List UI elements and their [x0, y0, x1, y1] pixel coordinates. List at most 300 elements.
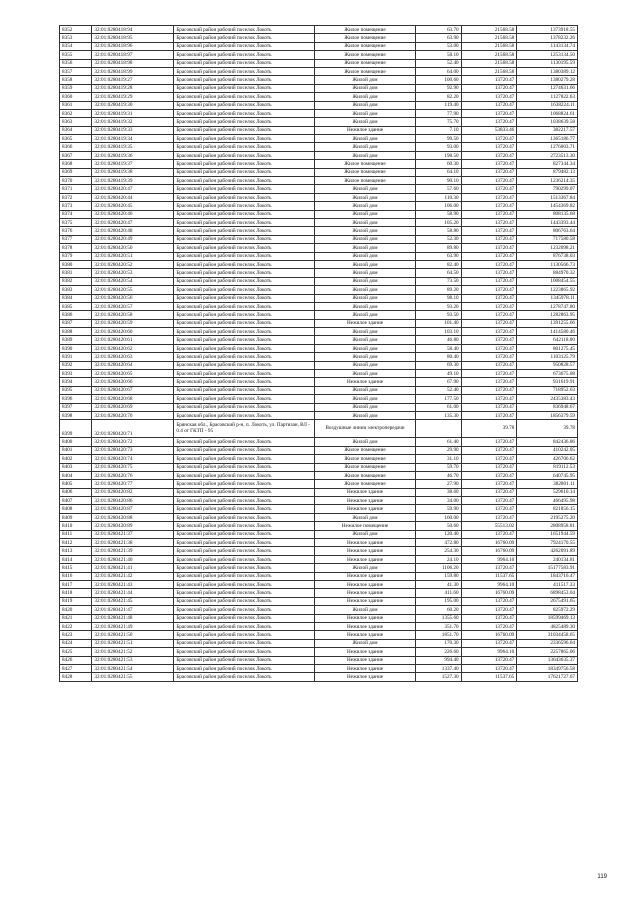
cadastral-value-cell: 1378232.26	[517, 34, 578, 42]
area-cell: 170.30	[416, 639, 462, 647]
table-row	[60, 84, 578, 92]
cadastral-value-cell: 806763.64	[517, 227, 578, 235]
cadastral-number-cell: 32:01:0280421:45	[92, 597, 174, 605]
row-number-cell: 8409	[60, 513, 92, 521]
object-type-cell: Жилое помещение	[314, 446, 415, 454]
table-row	[60, 411, 578, 419]
table-row	[60, 378, 578, 386]
area-cell: 226.60	[416, 648, 462, 656]
cadastral-number-cell: 32:01:0280420:70	[92, 411, 174, 419]
cadastral-value-cell: 790299.07	[517, 185, 578, 193]
row-number-cell: 8407	[60, 497, 92, 505]
area-cell: 177.50	[416, 395, 462, 403]
address-cell: Брасовский район рабочий поселок Локоть	[174, 101, 315, 109]
row-number-cell: 8374	[60, 210, 92, 218]
cadastral-number-cell: 32:01:0280420:53	[92, 269, 174, 277]
object-type-cell: Нежилое помещение	[314, 522, 415, 530]
table-row	[60, 227, 578, 235]
object-type-cell: Жилой дом	[314, 269, 415, 277]
specific-value-cell: 13720.47	[461, 277, 517, 285]
address-cell: Брасовский район рабочий поселок Локоть	[174, 135, 315, 143]
specific-value-cell: 13720.47	[461, 664, 517, 672]
row-number-cell: 8370	[60, 177, 92, 185]
address-cell: Брасовский район рабочий поселок Локоть	[174, 177, 315, 185]
object-type-cell: Жилой дом	[314, 185, 415, 193]
object-type-cell: Нежилое здание	[314, 572, 415, 580]
row-number-cell: 8375	[60, 218, 92, 226]
cadastral-number-cell: 32:01:0280420:71	[92, 420, 174, 438]
row-number-cell: 8398	[60, 411, 92, 419]
table-row	[60, 294, 578, 302]
object-type-cell: Жилой дом	[314, 193, 415, 201]
specific-value-cell: 13720.47	[461, 311, 517, 319]
cadastral-value-cell: 1253134.50	[517, 51, 578, 59]
table-row	[60, 202, 578, 210]
table-row	[60, 656, 578, 664]
table-row	[60, 109, 578, 117]
cadastral-number-cell: 32:01:0280420:59	[92, 319, 174, 327]
row-number-cell: 8390	[60, 344, 92, 352]
address-cell: Брасовский район рабочий поселок Локоть	[174, 319, 315, 327]
object-type-cell: Нежилое здание	[314, 648, 415, 656]
specific-value-cell: 13720.47	[461, 202, 517, 210]
row-number-cell: 8367	[60, 151, 92, 159]
cadastral-number-cell: 32:01:0280421:42	[92, 572, 174, 580]
specific-value-cell: 9964.10	[461, 581, 517, 589]
row-number-cell: 8392	[60, 361, 92, 369]
cadastral-value-cell: 825972.29	[517, 606, 578, 614]
address-cell: Брасовский район рабочий поселок Локоть	[174, 252, 315, 260]
object-type-cell: Жилой дом	[314, 411, 415, 419]
address-cell: Брасовский район рабочий поселок Локоть	[174, 411, 315, 419]
table-row	[60, 455, 578, 463]
cadastral-number-cell: 32:01:0280420:76	[92, 471, 174, 479]
area-cell: 105.20	[416, 218, 462, 226]
cadastral-value-cell: 1274631.66	[517, 84, 578, 92]
address-cell: Брасовский район рабочий поселок Локоть	[174, 160, 315, 168]
specific-value-cell: 13720.47	[461, 168, 517, 176]
table-row	[60, 101, 578, 109]
object-type-cell: Жилой дом	[314, 606, 415, 614]
cadastral-value-cell: 1223865.92	[517, 286, 578, 294]
address-cell: Брасовский район рабочий поселок Локоть	[174, 277, 315, 285]
cadastral-value-cell: 1127822.63	[517, 93, 578, 101]
object-type-cell: Жилой дом	[314, 344, 415, 352]
table-row	[60, 606, 578, 614]
object-type-cell: Жилое помещение	[314, 463, 415, 471]
object-type-cell: Нежилое здание	[314, 497, 415, 505]
address-cell: Брасовский район рабочий поселок Локоть	[174, 328, 315, 336]
area-cell: 93.20	[416, 302, 462, 310]
row-number-cell: 8426	[60, 656, 92, 664]
row-number-cell: 8417	[60, 581, 92, 589]
area-cell: 195.00	[416, 597, 462, 605]
row-number-cell: 8378	[60, 244, 92, 252]
cadastral-value-cell: 1232098.21	[517, 244, 578, 252]
specific-value-cell: 9964.10	[461, 555, 517, 563]
object-type-cell: Жилой дом	[314, 311, 415, 319]
row-number-cell: 8356	[60, 59, 92, 67]
specific-value-cell: 13720.47	[461, 505, 517, 513]
address-cell: Брасовский район рабочий поселок Локоть	[174, 185, 315, 193]
cadastral-value-cell: 718952.63	[517, 386, 578, 394]
table-row	[60, 480, 578, 488]
cadastral-value-cell: 1380279.28	[517, 76, 578, 84]
table-row	[60, 386, 578, 394]
area-cell: 93.50	[416, 311, 462, 319]
area-cell: 60.30	[416, 160, 462, 168]
address-cell: Брасовский район рабочий поселок Локоть	[174, 76, 315, 84]
cadastral-number-cell: 32:01:0280421:52	[92, 648, 174, 656]
cadastral-value-cell: 1008454.55	[517, 277, 578, 285]
area-cell: 135.30	[416, 411, 462, 419]
specific-value-cell: 13720.47	[461, 597, 517, 605]
cadastral-number-cell: 32:01:0280421:41	[92, 564, 174, 572]
cadastral-number-cell: 32:01:0280420:73	[92, 446, 174, 454]
specific-value-cell: 13720.47	[461, 109, 517, 117]
cadastral-value-cell: 2195275.20	[517, 513, 578, 521]
cadastral-number-cell: 32:01:0280420:54	[92, 277, 174, 285]
cadastral-value-cell: 1638224.11	[517, 101, 578, 109]
area-cell: 100.60	[416, 76, 462, 84]
object-type-cell: Жилой дом	[314, 328, 415, 336]
address-cell: Брасовский район рабочий поселок Локоть	[174, 395, 315, 403]
object-type-cell: Жилой дом	[314, 438, 415, 446]
address-cell: Брасовский район рабочий поселок Локоть	[174, 597, 315, 605]
table-row	[60, 143, 578, 151]
address-cell: Брасовский район рабочий поселок Локоть	[174, 488, 315, 496]
cadastral-number-cell: 32:01:0280419:37	[92, 160, 174, 168]
area-cell: 101.40	[416, 319, 462, 327]
object-type-cell: Жилое помещение	[314, 455, 415, 463]
cadastral-number-cell: 32:01:0280420:44	[92, 193, 174, 201]
cadastral-value-cell: 836948.67	[517, 403, 578, 411]
specific-value-cell: 21568.58	[461, 59, 517, 67]
address-cell: Брасовский район рабочий поселок Локоть	[174, 564, 315, 572]
specific-value-cell: 13720.47	[461, 344, 517, 352]
row-number-cell: 8393	[60, 370, 92, 378]
object-type-cell: Жилой дом	[314, 118, 415, 126]
table-body	[60, 26, 578, 682]
row-number-cell: 8418	[60, 589, 92, 597]
object-type-cell: Нежилое здание	[314, 664, 415, 672]
table-row	[60, 648, 578, 656]
row-number-cell: 8388	[60, 328, 92, 336]
object-type-cell: Жилой дом	[314, 260, 415, 268]
object-type-cell: Жилой дом	[314, 294, 415, 302]
cadastral-number-cell: 32:01:0280420:88	[92, 513, 174, 521]
table-row	[60, 193, 578, 201]
object-type-cell: Жилой дом	[314, 513, 415, 521]
area-cell: 27.90	[416, 480, 462, 488]
object-type-cell: Жилое помещение	[314, 177, 415, 185]
address-cell: Брасовский район рабочий поселок Локоть	[174, 26, 315, 34]
cadastral-value-cell: 673675.08	[517, 370, 578, 378]
area-cell: 98.10	[416, 294, 462, 302]
object-type-cell: Жилой дом	[314, 143, 415, 151]
cadastral-number-cell: 32:01:0280418:97	[92, 51, 174, 59]
specific-value-cell: 13720.47	[461, 143, 517, 151]
specific-value-cell: 13720.47	[461, 210, 517, 218]
address-cell: Брасовский район рабочий поселок Локоть	[174, 446, 315, 454]
address-cell: Брасовский район рабочий поселок Локоть	[174, 673, 315, 681]
address-cell: Брасовский район рабочий поселок Локоть	[174, 648, 315, 656]
cadastral-value-cell: 529610.14	[517, 488, 578, 496]
specific-value-cell: 13720.47	[461, 403, 517, 411]
table-row	[60, 151, 578, 159]
address-cell: Брасовский район рабочий поселок Локоть	[174, 589, 315, 597]
area-cell: 69.30	[416, 361, 462, 369]
specific-value-cell: 13720.47	[461, 160, 517, 168]
row-number-cell: 8372	[60, 193, 92, 201]
table-row	[60, 286, 578, 294]
cadastral-value-cell: 1345978.11	[517, 294, 578, 302]
cadastral-number-cell: 32:01:0280419:35	[92, 143, 174, 151]
cadastral-number-cell: 32:01:0280420:87	[92, 505, 174, 513]
row-number-cell: 8362	[60, 109, 92, 117]
cadastral-number-cell: 32:01:0280421:51	[92, 639, 174, 647]
address-cell: Брасовский район рабочий поселок Локоть	[174, 639, 315, 647]
cadastral-value-cell: 1856379.59	[517, 411, 578, 419]
row-number-cell: 8369	[60, 168, 92, 176]
area-cell: 64.50	[416, 269, 462, 277]
specific-value-cell: 13720.47	[461, 488, 517, 496]
table-row	[60, 639, 578, 647]
object-type-cell: Нежилое здание	[314, 488, 415, 496]
specific-value-cell: 21568.58	[461, 26, 517, 34]
specific-value-cell: 16760.09	[461, 547, 517, 555]
row-number-cell: 8421	[60, 614, 92, 622]
object-type-cell: Жилой дом	[314, 302, 415, 310]
cadastral-value-cell: 2435383.43	[517, 395, 578, 403]
cadastral-value-cell: 411517.33	[517, 581, 578, 589]
row-number-cell: 8391	[60, 353, 92, 361]
specific-value-cell: 13720.47	[461, 185, 517, 193]
cadastral-value-cell: 1130195.59	[517, 59, 578, 67]
cadastral-value-cell: 842436.86	[517, 438, 578, 446]
table-row	[60, 260, 578, 268]
table-row	[60, 488, 578, 496]
cadastral-number-cell: 32:01:0280420:48	[92, 227, 174, 235]
table-row	[60, 93, 578, 101]
cadastral-number-cell: 32:01:0280421:47	[92, 606, 174, 614]
specific-value-cell: 13720.47	[461, 260, 517, 268]
specific-value-cell: 13720.47	[461, 513, 517, 521]
cadastral-value-cell: 466495.98	[517, 497, 578, 505]
table-row	[60, 269, 578, 277]
cadastral-value-cell: 2723513.30	[517, 151, 578, 159]
address-cell: Брасовский район рабочий поселок Локоть	[174, 497, 315, 505]
cadastral-value-cell: 31034458.65	[517, 631, 578, 639]
table-row	[60, 59, 578, 67]
row-number-cell: 8423	[60, 631, 92, 639]
cadastral-number-cell: 32:01:0280419:38	[92, 168, 174, 176]
address-cell: Брасовский район рабочий поселок Локоть	[174, 378, 315, 386]
area-cell: 64.00	[416, 67, 462, 75]
cadastral-value-cell: 1513367.84	[517, 193, 578, 201]
row-number-cell: 8412	[60, 539, 92, 547]
area-cell: 198.50	[416, 151, 462, 159]
specific-value-cell: 13720.47	[461, 286, 517, 294]
table-row	[60, 547, 578, 555]
area-cell: 34.00	[416, 497, 462, 505]
specific-value-cell: 13720.47	[461, 319, 517, 327]
row-number-cell: 8357	[60, 67, 92, 75]
area-cell: 7.10	[416, 126, 462, 134]
address-cell: Брасовский район рабочий поселок Локоть	[174, 143, 315, 151]
table-row	[60, 614, 578, 622]
object-type-cell: Жилой дом	[314, 252, 415, 260]
cadastral-number-cell: 32:01:0280418:99	[92, 67, 174, 75]
area-cell: 63.90	[416, 34, 462, 42]
row-number-cell: 8401	[60, 446, 92, 454]
area-cell: 58.90	[416, 210, 462, 218]
specific-value-cell: 13720.47	[461, 193, 517, 201]
area-cell: 57.60	[416, 185, 462, 193]
area-cell: 89.20	[416, 286, 462, 294]
area-cell: 351.70	[416, 622, 462, 630]
specific-value-cell: 13720.47	[461, 353, 517, 361]
specific-value-cell: 13720.47	[461, 378, 517, 386]
table-row	[60, 572, 578, 580]
address-cell: Брасовский район рабочий поселок Локоть	[174, 344, 315, 352]
area-cell: 53.00	[416, 42, 462, 50]
table-row	[60, 395, 578, 403]
cadastral-value-cell: 1130566.73	[517, 260, 578, 268]
area-cell: 50.60	[416, 522, 462, 530]
area-cell: 67.90	[416, 378, 462, 386]
specific-value-cell: 13720.47	[461, 386, 517, 394]
table-row	[60, 664, 578, 672]
specific-value-cell: 13720.47	[461, 564, 517, 572]
address-cell: Брасовский район рабочий поселок Локоть	[174, 555, 315, 563]
cadastral-value-cell: 18599469.13	[517, 614, 578, 622]
table-row	[60, 177, 578, 185]
cadastral-value-cell: 819112.53	[517, 463, 578, 471]
object-type-cell: Нежилое здание	[314, 614, 415, 622]
object-type-cell: Жилое помещение	[314, 59, 415, 67]
cadastral-number-cell: 32:01:0280420:86	[92, 497, 174, 505]
cadastral-value-cell: 4262091.89	[517, 547, 578, 555]
cadastral-number-cell: 32:01:0280421:39	[92, 547, 174, 555]
object-type-cell: Жилой дом	[314, 76, 415, 84]
cadastral-value-cell: 1380389.12	[517, 67, 578, 75]
cadastral-value-cell: 1454369.82	[517, 202, 578, 210]
specific-value-cell: 16760.09	[461, 589, 517, 597]
cadastral-number-cell: 32:01:0280421:37	[92, 530, 174, 538]
row-number-cell: 8413	[60, 547, 92, 555]
table-row	[60, 344, 578, 352]
row-number-cell: 8381	[60, 269, 92, 277]
specific-value-cell: 13720.47	[461, 84, 517, 92]
specific-value-cell: 9964.10	[461, 648, 517, 656]
address-cell: Брасовский район рабочий поселок Локоть	[174, 286, 315, 294]
cadastral-value-cell: 2257865.06	[517, 648, 578, 656]
area-cell: 1355.60	[416, 614, 462, 622]
row-number-cell: 8385	[60, 302, 92, 310]
area-cell: 24.10	[416, 555, 462, 563]
specific-value-cell: 13720.47	[461, 118, 517, 126]
row-number-cell: 8358	[60, 76, 92, 84]
cadastral-number-cell: 32:01:0280420:47	[92, 185, 174, 193]
table-row	[60, 446, 578, 454]
area-cell	[416, 420, 462, 438]
area-cell: 106.00	[416, 202, 462, 210]
address-cell: Брасовский район рабочий поселок Локоть	[174, 353, 315, 361]
row-number-cell: 8373	[60, 202, 92, 210]
area-cell: 411.60	[416, 589, 462, 597]
area-cell: 82.40	[416, 260, 462, 268]
specific-value-cell: 13720.47	[461, 93, 517, 101]
row-number-cell: 8360	[60, 93, 92, 101]
cadastral-number-cell: 32:01:0280420:58	[92, 311, 174, 319]
address-cell: Брасовский район рабочий поселок Локоть	[174, 572, 315, 580]
object-type-cell: Жилой дом	[314, 210, 415, 218]
cadastral-number-cell: 32:01:0280421:54	[92, 664, 174, 672]
table-row	[60, 277, 578, 285]
address-cell: Брасовский район рабочий поселок Локоть	[174, 539, 315, 547]
cadastral-value-cell: 1276003.71	[517, 143, 578, 151]
specific-value-cell: 13720.47	[461, 471, 517, 479]
row-number-cell: 8408	[60, 505, 92, 513]
cadastral-number-cell: 32:01:0280420:67	[92, 386, 174, 394]
cadastral-value-cell: 4825489.30	[517, 622, 578, 630]
cadastral-value-cell: 39.78	[517, 420, 578, 438]
area-cell: 82.20	[416, 93, 462, 101]
specific-value-cell: 13720.47	[461, 328, 517, 336]
specific-value-cell: 13720.47	[461, 361, 517, 369]
row-number-cell: 8354	[60, 42, 92, 50]
row-number-cell: 8404	[60, 471, 92, 479]
cadastral-value-cell: 2808958.81	[517, 522, 578, 530]
object-type-cell: Воздушные линии электропередачи	[314, 420, 415, 438]
table-row	[60, 631, 578, 639]
table-row	[60, 403, 578, 411]
row-number-cell: 8365	[60, 135, 92, 143]
area-cell: 120.40	[416, 530, 462, 538]
area-cell: 61.00	[416, 403, 462, 411]
area-cell: 77.90	[416, 109, 462, 117]
cadastral-number-cell: 32:01:0280418:96	[92, 42, 174, 50]
object-type-cell: Жилое помещение	[314, 42, 415, 50]
cadastral-value-cell: 821856.15	[517, 505, 578, 513]
table-row	[60, 420, 578, 438]
cadastral-value-cell: 879482.13	[517, 168, 578, 176]
specific-value-cell: 13720.47	[461, 227, 517, 235]
cadastral-number-cell: 32:01:0280420:75	[92, 463, 174, 471]
table-row	[60, 185, 578, 193]
row-number-cell: 8353	[60, 34, 92, 42]
row-number-cell: 8389	[60, 336, 92, 344]
specific-value-cell: 13720.47	[461, 235, 517, 243]
address-cell: Брасовский район рабочий поселок Локоть	[174, 218, 315, 226]
address-cell: Брасовский район рабочий поселок Локоть	[174, 109, 315, 117]
cadastral-value-cell: 1373918.55	[517, 26, 578, 34]
specific-value-cell: 13720.47	[461, 302, 517, 310]
object-type-cell: Нежилое здание	[314, 673, 415, 681]
object-type-cell: Жилой дом	[314, 403, 415, 411]
table-row	[60, 160, 578, 168]
table-row	[60, 76, 578, 84]
row-number-cell: 8355	[60, 51, 92, 59]
cadastral-number-cell: 32:01:0280420:49	[92, 235, 174, 243]
address-cell: Брасовский район рабочий поселок Локоть	[174, 118, 315, 126]
cadastral-value-cell: 6898453.04	[517, 589, 578, 597]
table-row	[60, 463, 578, 471]
row-number-cell: 8361	[60, 101, 92, 109]
cadastral-number-cell: 32:01:0280419:30	[92, 101, 174, 109]
address-cell: Брасовский район рабочий поселок Локоть	[174, 656, 315, 664]
